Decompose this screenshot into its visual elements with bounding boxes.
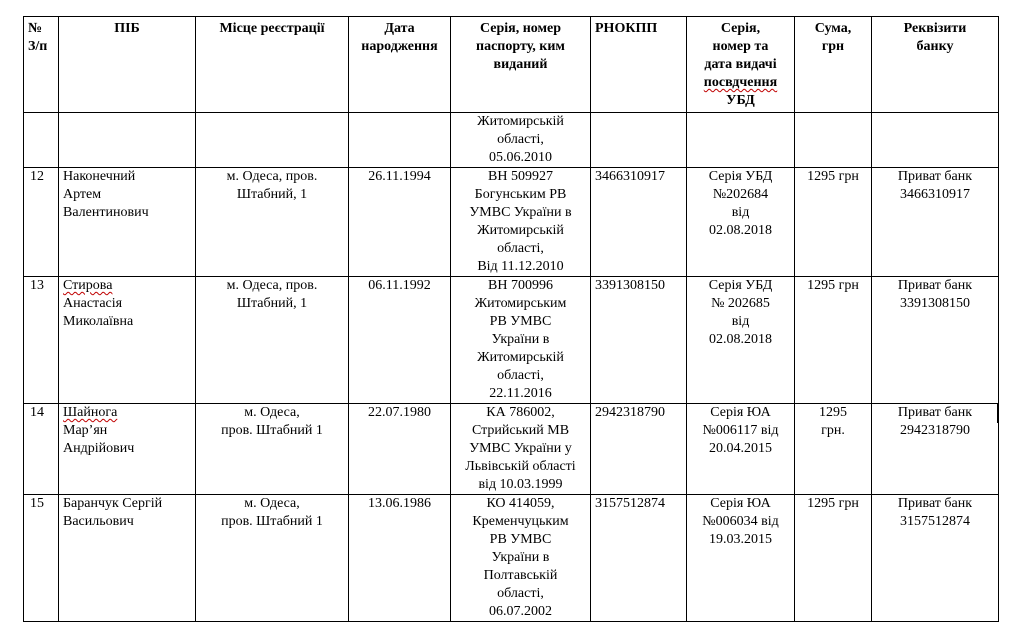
address-cell: м. Одеса, пров. Штабний, 1 xyxy=(196,277,349,404)
header-rnokpp: РНОКПП xyxy=(591,17,687,113)
sum-cell: 1295 грн xyxy=(795,168,872,277)
bank-cell: Приват банк 3391308150 xyxy=(872,277,999,404)
sum-cell: 1295 грн xyxy=(795,495,872,622)
rnokpp-cell: 3391308150 xyxy=(591,277,687,404)
ubd-cell: Серія ЮА №006034 від 19.03.2015 xyxy=(687,495,795,622)
table-row xyxy=(24,404,999,495)
row-number: 14 xyxy=(24,404,59,495)
passport-cell: ВН 509927 Богунським РВ УМВС України в Житомирській області, Від 11.12.2010 xyxy=(451,168,591,277)
row-number: 15 xyxy=(24,495,59,622)
header-passport: Серія, номер паспорту, ким виданий xyxy=(451,17,591,113)
address-cell: м. Одеса, пров. Штабний 1 xyxy=(196,404,349,495)
address-cell: м. Одеса, пров. Штабний, 1 xyxy=(196,168,349,277)
table-row xyxy=(24,277,999,404)
passport-cell: КО 414059, Кременчуцьким РВ УМВС України в Полтавській області, 06.07.2002 xyxy=(451,495,591,622)
rnokpp-cell: 2942318790 xyxy=(591,404,687,495)
passport-cell: Житомирській області, 05.06.2010 xyxy=(451,113,591,168)
table-row xyxy=(24,495,999,622)
birth-date-cell: 26.11.1994 xyxy=(349,168,451,277)
header-ubd-certificate: Серія, номер та дата видачі посвдчення УБД xyxy=(687,17,795,113)
text-cursor-mark xyxy=(997,404,998,423)
rnokpp-cell: 3466310917 xyxy=(591,168,687,277)
table-cell xyxy=(591,113,687,168)
sum-cell: 1295 грн. xyxy=(795,404,872,495)
table-cell xyxy=(196,113,349,168)
full-name-cell: Шайнога Мар’ян Андрійович xyxy=(59,404,196,495)
table-cell xyxy=(24,113,59,168)
table-cell xyxy=(349,113,451,168)
full-name-cell: Наконечний Артем Валентинович xyxy=(59,168,196,277)
table-cell xyxy=(687,113,795,168)
header-birth-date: Дата народження xyxy=(349,17,451,113)
header-bank-details: Реквізити банку xyxy=(872,17,999,113)
row-number: 13 xyxy=(24,277,59,404)
birth-date-cell: 13.06.1986 xyxy=(349,495,451,622)
table-cell xyxy=(795,113,872,168)
birth-date-cell: 22.07.1980 xyxy=(349,404,451,495)
table-cell xyxy=(59,113,196,168)
birth-date-cell: 06.11.1992 xyxy=(349,277,451,404)
ubd-cell: Серія ЮА №006117 від 20.04.2015 xyxy=(687,404,795,495)
recipients-table xyxy=(23,16,999,622)
ubd-cell: Серія УБД №202684 від 02.08.2018 xyxy=(687,168,795,277)
passport-cell: ВН 700996 Житомирським РВ УМВС України в Житомирській області, 22.11.2016 xyxy=(451,277,591,404)
passport-cell: КА 786002, Стрийський МВ УМВС України у Львівській області від 10.03.1999 xyxy=(451,404,591,495)
full-name-cell: Баранчук Сергій Васильович xyxy=(59,495,196,622)
continuation-row xyxy=(24,113,999,168)
address-cell: м. Одеса, пров. Штабний 1 xyxy=(196,495,349,622)
header-sum: Сума, грн xyxy=(795,17,872,113)
sum-cell: 1295 грн xyxy=(795,277,872,404)
row-number: 12 xyxy=(24,168,59,277)
table-row xyxy=(24,168,999,277)
bank-cell: Приват банк 3157512874 xyxy=(872,495,999,622)
ubd-cell: Серія УБД № 202685 від 02.08.2018 xyxy=(687,277,795,404)
full-name-cell: Стирова Анастасія Миколаївна xyxy=(59,277,196,404)
rnokpp-cell: 3157512874 xyxy=(591,495,687,622)
header-row xyxy=(24,17,999,113)
header-number: № З/п xyxy=(24,17,59,113)
bank-cell: Приват банк 2942318790 xyxy=(872,404,999,495)
header-full-name: ПІБ xyxy=(59,17,196,113)
bank-cell: Приват банк 3466310917 xyxy=(872,168,999,277)
header-registration-place: Місце реєстрації xyxy=(196,17,349,113)
table-cell xyxy=(872,113,999,168)
